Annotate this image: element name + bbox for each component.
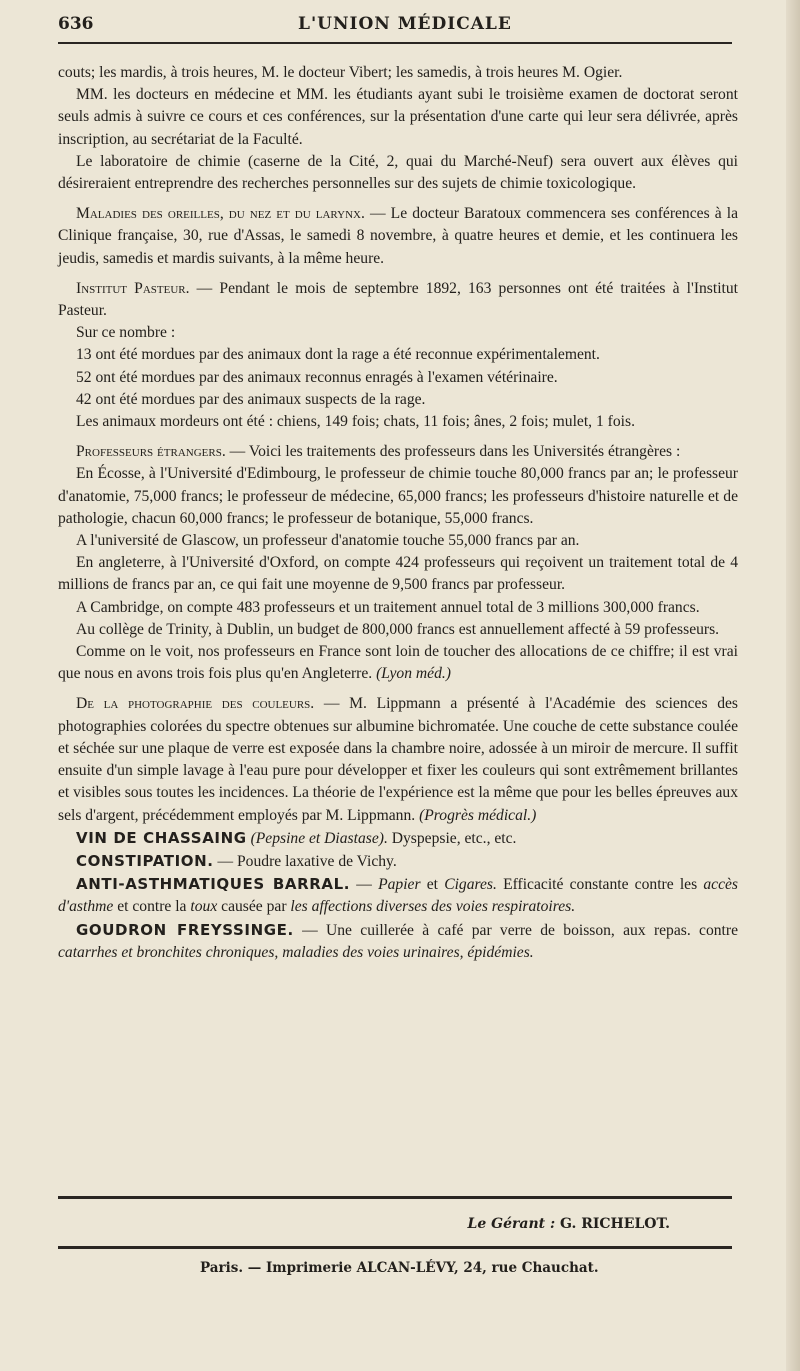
section-heading: Maladies des oreilles, du nez et du larynx. (76, 205, 365, 223)
page-number: 636 (58, 14, 94, 34)
paragraph: A l'université de Glascow, un professeur d'anatomie touche 55,000 francs par an. (76, 532, 580, 550)
paragraph: MM. les docteurs en médecine et MM. les étudiants ayant subi le troisième examen de doctorat seront seuls admis à suivre ce cours et ces conférences, sur la présentation d'une carte qui leur sera délivrée, après inscription, au secrétariat de la Faculté. (58, 86, 738, 148)
ad-text: — Une cuillerée à café par verre de boisson, aux repas. contre (293, 921, 739, 939)
ad-vin-chassaing (58, 827, 738, 850)
ad-goudron-freyssinge (58, 919, 738, 964)
ad-subtitle: (Pepsine et Diastase). (250, 829, 388, 847)
ad-text: Efficacité constante contre les (496, 876, 704, 894)
footer-rule-top (58, 1196, 732, 1199)
ad-text: — Poudre laxative de Vichy. (213, 852, 397, 870)
source-citation: (Progrès médical.) (419, 806, 537, 824)
gerant-name: G. RICHELOT. (555, 1216, 670, 1232)
paragraph: En Écosse, à l'Université d'Edimbourg, le professeur de chimie touche 80,000 francs par an; le professeur d'anatomie, 75,000 francs; le professeur de médecine, 65,000 francs; les professeurs d'histoire naturelle et de pathologie, chacun 60,000 francs; le professeur de botanique, 55,000 francs. (58, 465, 738, 527)
paragraph-text: Comme on le voit, nos professeurs en France sont loin de toucher des allocations de ce chiffre; il est vrai que nous en avons trois fois plus qu'en Angleterre. (58, 643, 738, 683)
ad-constipation (58, 850, 738, 873)
ad-text: Cigares. (444, 876, 497, 894)
section-professeurs (58, 441, 738, 463)
paragraph (58, 641, 738, 685)
ad-text: et (420, 876, 445, 894)
ad-anti-asthmatiques (58, 873, 738, 918)
paragraph: Au collège de Trinity, à Dublin, un budget de 800,000 francs est annuellement affecté à 59 professeurs. (76, 620, 720, 638)
section-photographie (58, 693, 738, 826)
header-rule (58, 42, 732, 44)
section-pasteur (58, 278, 738, 322)
paragraph: couts; les mardis, à trois heures, M. le docteur Vibert; les samedis, à trois heures M. Ogier. (58, 64, 623, 81)
ad-title: GOUDRON FREYSSINGE. (76, 920, 294, 939)
section-heading: De la photographie des couleurs. (76, 695, 315, 713)
section-heading: Institut Pasteur. (76, 279, 190, 297)
footer-rule-bottom (58, 1246, 732, 1249)
paragraph: Sur ce nombre : (76, 324, 176, 342)
source-citation: (Lyon méd.) (376, 665, 451, 683)
ad-text: les affections diverses des voies respiratoires. (290, 898, 576, 916)
ad-text: toux (190, 898, 218, 916)
paragraph: En angleterre, à l'Université d'Oxford, on compte 424 professeurs qui reçoivent un traitement total de 4 millions de francs par an, ce qui fait une moyenne de 9,500 francs par professeur. (58, 554, 738, 594)
ad-text: Dyspepsie, etc., etc. (387, 829, 517, 847)
article-body (58, 62, 738, 964)
section-maladies (58, 203, 738, 270)
paragraph: Le laboratoire de chimie (caserne de la Cité, 2, quai du Marché-Neuf) sera ouvert aux élèves qui désireraient entreprendre des recherches personnelles sur des sujets de chimie toxicologique. (58, 152, 738, 193)
ad-text: accès d'asthme (58, 876, 738, 916)
paragraph: A Cambridge, on compte 483 professeurs et un traitement annuel total de 3 millions 300,000 francs. (76, 598, 700, 616)
running-title: L'UNION MÉDICALE (298, 14, 512, 34)
section-text: — Le docteur Baratoux commencera ses conférences à la Clinique française, 30, rue d'Assas, le samedi 8 novembre, à quatre heures et demie, et les continuera les jeudis, samedis et mardis suivants, à la même heure. (58, 205, 738, 267)
ad-title: VIN DE CHASSAING (76, 828, 247, 847)
ad-text: causée par (217, 898, 291, 916)
ad-title: CONSTIPATION. (76, 851, 214, 870)
section-text: — M. Lippmann a présenté à l'Académie des sciences des photographies colorées du spectre obtenues sur albumine bichromatée. Une couche de cette substance coulée et séchée sur une plaque de verre est exposée dans la chambre noire, adossée à un miroir de mercure. Il suffit ensuite d'un simple lavage à l'eau pure pour développer et fixer les couleurs qui sont extrêmement brillantes et visibles sous toutes les incidences. La théorie de l'expérience est la même que pour les belles épreuves aux sels d'argent, précédemment employés par M. Lippmann. (58, 695, 738, 824)
printer-imprint: Paris. — Imprimerie ALCAN-LÉVY, 24, rue Chauchat. (200, 1260, 599, 1276)
ad-text: — (350, 876, 379, 894)
section-heading: Professeurs étrangers. (76, 443, 226, 461)
paragraph: 52 ont été mordues par des animaux reconnus enragés à l'examen vétérinaire. (76, 368, 558, 386)
page-header (58, 12, 732, 38)
ad-text: et contre la (113, 898, 191, 916)
paragraph: 13 ont été mordues par des animaux dont la rage a été reconnue expérimentalement. (76, 346, 600, 364)
ad-text: catarrhes et bronchites chroniques, maladies des voies urinaires, épidémies. (58, 943, 534, 961)
ad-title: ANTI-ASTHMATIQUES BARRAL. (76, 875, 351, 894)
section-text: — Voici les traitements des professeurs dans les Universités étrangères : (225, 443, 681, 461)
gerant-signature (468, 1216, 670, 1232)
paragraph: Les animaux mordeurs ont été : chiens, 149 fois; chats, 11 fois; ânes, 2 fois; mulet, 1 fois. (76, 413, 635, 431)
page-edge (786, 0, 800, 1371)
ad-text: Papier (378, 876, 421, 894)
section-text: — Pendant le mois de septembre 1892, 163 personnes ont été traitées à l'Institut Pasteur. (58, 279, 738, 320)
paragraph: 42 ont été mordues par des animaux suspects de la rage. (76, 390, 426, 408)
gerant-label: Le Gérant : (467, 1216, 556, 1232)
